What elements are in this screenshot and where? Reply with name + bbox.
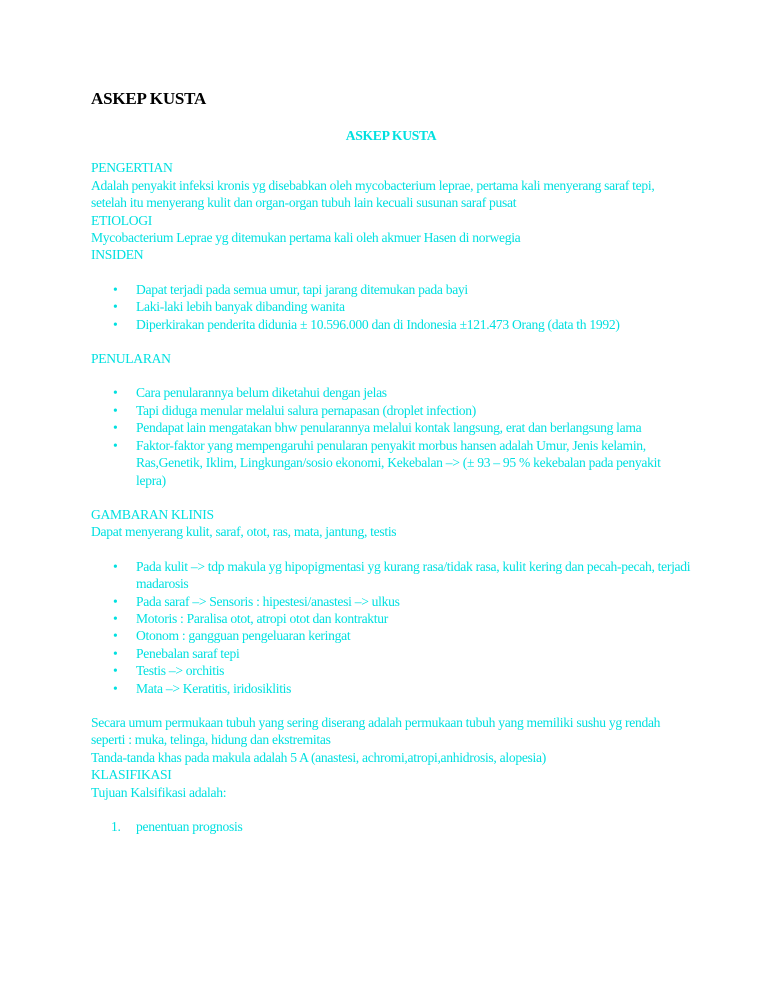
- list-item: • Penebalan saraf tepi: [91, 645, 691, 662]
- list-item-text: penentuan prognosis: [136, 819, 243, 834]
- list-item: • Testis –> orchitis: [91, 662, 691, 679]
- pengertian-heading: PENGERTIAN: [91, 160, 173, 176]
- list-item: • Mata –> Keratitis, iridosiklitis: [91, 680, 691, 697]
- document-body: [91, 127, 691, 835]
- penularan-heading: PENULARAN: [91, 351, 171, 367]
- etiologi-heading: ETIOLOGI: [91, 212, 153, 228]
- list-item-number: 1.: [111, 819, 121, 834]
- list-item: • Tapi diduga menular melalui salura pernapasan (droplet infection): [91, 402, 691, 419]
- list-item: • Diperkirakan penderita didunia ± 10.596.000 dan di Indonesia ±121.473 Orang (data th 1992): [91, 316, 691, 333]
- etiologi-text: Mycobacterium Leprae yg ditemukan pertama kali oleh akmuer Hasen di norwegia: [91, 230, 521, 246]
- insiden-heading: INSIDEN: [91, 247, 144, 263]
- summary-text-2: Tanda-tanda khas pada makula adalah 5 A (anastesi, achromi,atropi,anhidrosis, alopesia): [91, 749, 546, 765]
- list-item: • Faktor-faktor yang mempengaruhi penularan penyakit morbus hansen adalah Umur, Jenis kelamin, Ras,Genetik, Iklim, Lingkungan/sosio ekonomi, Kekebalan –> (± 93 – 95 % kekebalan pada penyakit lepra): [91, 437, 691, 489]
- summary-text-1: Secara umum permukaan tubuh yang sering diserang adalah permukaan tubuh yang memiliki sushu yg rendah seperti : muka, telinga, hidung dan ekstremitas: [91, 714, 661, 748]
- list-item: • Pendapat lain mengatakan bhw penularannya melalui kontak langsung, erat dan berlangsung lama: [91, 419, 691, 436]
- penularan-list: [91, 384, 691, 488]
- pengertian-text: Adalah penyakit infeksi kronis yg disebabkan oleh mycobacterium leprae, pertama kali menyerang saraf tepi, setelah itu menyerang kulit dan organ-organ tubuh lain kecuali susunan saraf pusat: [91, 177, 655, 211]
- list-item: • Motoris : Paralisa otot, atropi otot dan kontraktur: [91, 610, 691, 627]
- document-header-title: ASKEP KUSTA: [91, 89, 207, 108]
- list-item: • Otonom : gangguan pengeluaran keringat: [91, 627, 691, 644]
- gambaran-list: [91, 558, 691, 697]
- klasifikasi-intro: Tujuan Kalsifikasi adalah:: [91, 784, 227, 800]
- gambaran-intro: Dapat menyerang kulit, saraf, otot, ras, mata, jantung, testis: [91, 524, 397, 540]
- list-item: • Pada saraf –> Sensoris : hipestesi/anastesi –> ulkus: [91, 593, 691, 610]
- center-title: ASKEP KUSTA: [345, 128, 437, 143]
- klasifikasi-list: [91, 818, 691, 835]
- klasifikasi-heading: KLASIFIKASI: [91, 767, 172, 783]
- list-item: • Pada kulit –> tdp makula yg hipopigmentasi yg kurang rasa/tidak rasa, kulit kering dan pecah-pecah, terjadi madarosis: [91, 558, 691, 593]
- list-item: • Cara penularannya belum diketahui dengan jelas: [91, 384, 691, 401]
- list-item: • Laki-laki lebih banyak dibanding wanita: [91, 298, 691, 315]
- gambaran-heading: GAMBARAN KLINIS: [91, 506, 214, 522]
- insiden-list: [91, 281, 691, 333]
- list-item: [91, 818, 691, 835]
- list-item: • Dapat terjadi pada semua umur, tapi jarang ditemukan pada bayi: [91, 281, 691, 298]
